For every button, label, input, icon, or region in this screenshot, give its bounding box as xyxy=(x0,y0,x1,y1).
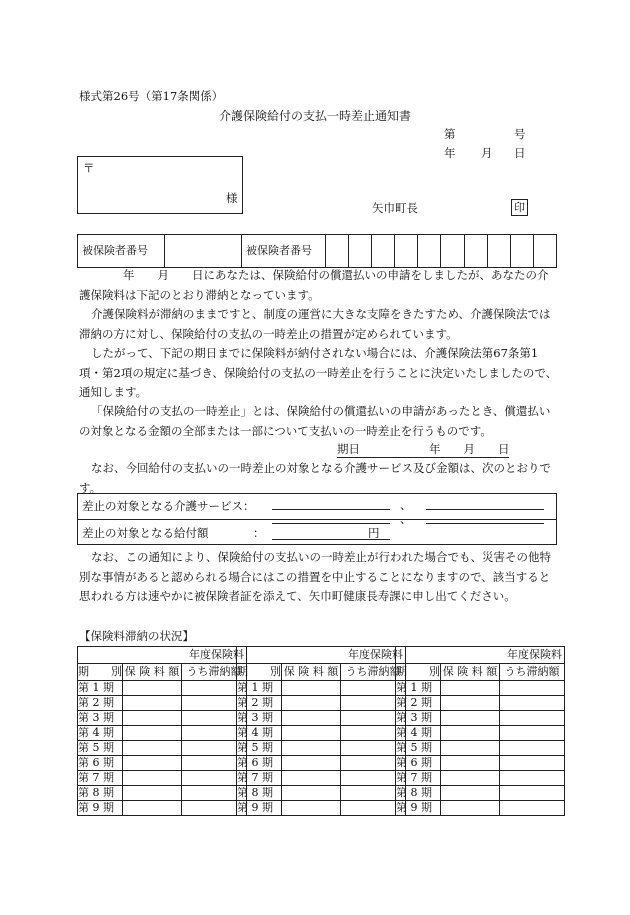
insured-digit-cell xyxy=(326,235,349,268)
overdue-amount-cell xyxy=(500,741,565,756)
issue-month-label: 月 xyxy=(481,146,493,160)
arrears-table xyxy=(77,646,247,816)
insured-digit-cell xyxy=(441,235,464,268)
period-label: 第 6 期 xyxy=(237,756,282,771)
fiscal-year-label: 年度保険料 xyxy=(237,647,406,664)
amount-colon: ： xyxy=(253,526,265,540)
premium-amount-cell xyxy=(123,696,182,711)
insured-number-label-1: 被保険者番号 xyxy=(78,235,165,268)
insured-digit-cell xyxy=(510,235,533,268)
arrears-table xyxy=(236,646,406,816)
col-period-header: 期 別 xyxy=(237,664,282,681)
premium-amount-cell xyxy=(282,741,341,756)
table-row xyxy=(78,786,247,801)
table-row xyxy=(78,681,247,696)
amount-label: 差止の対象となる給付額 xyxy=(82,526,209,540)
service-label: 差止の対象となる介護サービス： xyxy=(82,499,255,513)
insured-digit-cell xyxy=(464,235,487,268)
yen-unit: 円 xyxy=(368,526,380,540)
period-label: 第 9 期 xyxy=(237,801,282,816)
issue-day-label: 日 xyxy=(514,146,526,160)
period-label: 第 9 期 xyxy=(78,801,123,816)
table-row xyxy=(396,681,565,696)
table-row xyxy=(237,786,406,801)
honorific-sama: 様 xyxy=(226,191,238,205)
body-paragraph-1: 年 月 日にあなたは、保険給付の償還払いの申請をしましたが、あなたの介護保険料は下記のとおり滞納となっています。 xyxy=(79,268,549,302)
service-comma-2: 、 xyxy=(400,512,412,526)
period-label: 第 5 期 xyxy=(237,741,282,756)
premium-amount-cell xyxy=(282,786,341,801)
period-label: 第 2 期 xyxy=(237,696,282,711)
premium-amount-cell xyxy=(123,741,182,756)
overdue-amount-cell xyxy=(500,696,565,711)
premium-amount-cell xyxy=(441,801,500,816)
table-row xyxy=(396,741,565,756)
period-label: 第 5 期 xyxy=(78,741,123,756)
period-label: 第 9 期 xyxy=(396,801,441,816)
overdue-amount-cell xyxy=(500,726,565,741)
premium-amount-cell xyxy=(282,756,341,771)
premium-amount-cell xyxy=(123,771,182,786)
body-paragraph-3: したがって、下記の期日までに保険料が納付されない場合には、介護保険法第67条第1項・第2項の規定に基づき、保険給付の支払の一時差止を行うことに決定いたしましたので、通知します。 xyxy=(79,346,558,399)
period-label: 第 4 期 xyxy=(396,726,441,741)
col-overdue-header: うち滞納額 xyxy=(500,664,565,681)
fiscal-year-label: 年度保険料 xyxy=(78,647,247,664)
issue-year-label: 年 xyxy=(444,146,456,160)
premium-amount-cell xyxy=(441,726,500,741)
premium-amount-cell xyxy=(123,756,182,771)
table-row xyxy=(78,696,247,711)
arrears-heading: 【保険料滞納の状況】 xyxy=(79,629,194,643)
body-paragraph-5: なお、今回給付の支払いの一時差止の対象となる介護サービス及び金額は、次のとおりです。 xyxy=(79,461,551,495)
stop-target-box xyxy=(77,493,557,545)
form-number: 様式第26号（第17条関係） xyxy=(79,89,224,103)
insured-digit-cell xyxy=(372,235,395,268)
insured-number-label-2: 被保険者番号 xyxy=(242,235,326,268)
overdue-amount-cell xyxy=(500,711,565,726)
period-label: 第 4 期 xyxy=(237,726,282,741)
table-row xyxy=(396,696,565,711)
period-label: 第 8 期 xyxy=(237,786,282,801)
address-box xyxy=(77,156,243,214)
table-row xyxy=(396,756,565,771)
premium-amount-cell xyxy=(441,771,500,786)
col-overdue-header: うち滞納額 xyxy=(341,664,406,681)
period-label: 第 1 期 xyxy=(78,681,123,696)
period-label: 第 5 期 xyxy=(396,741,441,756)
table-row xyxy=(396,711,565,726)
period-label: 第 7 期 xyxy=(78,771,123,786)
table-row xyxy=(396,786,565,801)
insured-digit-cell xyxy=(349,235,372,268)
premium-amount-cell xyxy=(441,741,500,756)
premium-amount-cell xyxy=(123,681,182,696)
seal-mark: 印 xyxy=(511,199,528,216)
col-amount-header: 保 険 料 額 xyxy=(441,664,500,681)
col-amount-header: 保 険 料 額 xyxy=(123,664,182,681)
table-row xyxy=(78,711,247,726)
premium-amount-cell xyxy=(123,726,182,741)
table-row xyxy=(78,756,247,771)
table-row xyxy=(237,711,406,726)
stop-box-divider xyxy=(78,519,556,520)
document-title: 介護保険給付の支払一時差止通知書 xyxy=(218,109,411,123)
service-blank-1 xyxy=(272,509,390,510)
table-row xyxy=(78,741,247,756)
body-paragraph-6: なお、この通知により、保険給付の支払いの一時差止が行われた場合でも、災害その他特別な事情があると認められる場合にはこの措置を中止することになりますので、該当すると思われる方は速やかに被保険者証を添えて、矢巾町健康長寿課に申し出てください。 xyxy=(79,550,551,603)
table-row xyxy=(78,771,247,786)
premium-amount-cell xyxy=(441,786,500,801)
insured-number-value-1 xyxy=(165,235,242,268)
period-label: 第 3 期 xyxy=(396,711,441,726)
insured-number-table xyxy=(77,234,557,268)
insured-digit-cell xyxy=(487,235,510,268)
table-row xyxy=(396,726,565,741)
period-label: 第 1 期 xyxy=(237,681,282,696)
period-label: 第 3 期 xyxy=(237,711,282,726)
period-label: 第 6 期 xyxy=(78,756,123,771)
service-comma-1: 、 xyxy=(400,498,412,512)
table-row xyxy=(396,801,565,816)
period-label: 第 7 期 xyxy=(237,771,282,786)
arrears-table xyxy=(395,646,565,816)
body-paragraph-4: 「保険給付の支払の一時差止」とは、保険給付の償還払いの申請があったとき、償還払いの対象となる金額の全部または一部について支払いの一時差止を行うものです。 xyxy=(79,404,551,438)
premium-amount-cell xyxy=(441,681,500,696)
period-label: 第 1 期 xyxy=(396,681,441,696)
service-blank-3 xyxy=(272,523,390,524)
premium-amount-cell xyxy=(282,771,341,786)
period-label: 第 4 期 xyxy=(78,726,123,741)
service-blank-4 xyxy=(426,523,544,524)
period-label: 第 3 期 xyxy=(78,711,123,726)
col-period-header: 期 別 xyxy=(78,664,123,681)
insured-digit-cell xyxy=(395,235,418,268)
issuer-name: 矢巾町長 xyxy=(372,201,418,215)
col-period-header: 期 別 xyxy=(396,664,441,681)
table-row xyxy=(78,726,247,741)
period-label: 第 6 期 xyxy=(396,756,441,771)
premium-amount-cell xyxy=(441,756,500,771)
service-blank-2 xyxy=(426,509,544,510)
deadline-line: 期日 年 月 日 xyxy=(337,442,510,456)
table-row xyxy=(78,801,247,816)
table-row xyxy=(237,801,406,816)
period-label: 第 2 期 xyxy=(78,696,123,711)
period-label: 第 8 期 xyxy=(396,786,441,801)
insured-digit-cell xyxy=(533,235,556,268)
table-row xyxy=(396,771,565,786)
premium-amount-cell xyxy=(123,801,182,816)
table-row xyxy=(237,756,406,771)
table-row xyxy=(237,696,406,711)
period-label: 第 7 期 xyxy=(396,771,441,786)
table-row xyxy=(237,771,406,786)
premium-amount-cell xyxy=(441,696,500,711)
premium-amount-cell xyxy=(123,786,182,801)
premium-amount-cell xyxy=(282,801,341,816)
table-row xyxy=(237,681,406,696)
table-row xyxy=(237,726,406,741)
premium-amount-cell xyxy=(282,711,341,726)
overdue-amount-cell xyxy=(500,786,565,801)
table-row xyxy=(237,741,406,756)
overdue-amount-cell xyxy=(500,771,565,786)
col-amount-header: 保 険 料 額 xyxy=(282,664,341,681)
premium-amount-cell xyxy=(282,681,341,696)
doc-number-prefix: 第 xyxy=(444,127,456,141)
premium-amount-cell xyxy=(441,711,500,726)
premium-amount-cell xyxy=(282,696,341,711)
body-paragraph-2: 介護保険料が滞納のままですと、制度の運営に大きな支障をきたすため、介護保険法では滞納の方に対し、保険給付の支払の一時差止の措置が定められています。 xyxy=(79,307,551,341)
period-label: 第 2 期 xyxy=(396,696,441,711)
col-overdue-header: うち滞納額 xyxy=(182,664,247,681)
overdue-amount-cell xyxy=(500,756,565,771)
insured-digit-cell xyxy=(418,235,441,268)
doc-number-suffix: 号 xyxy=(514,127,526,141)
period-label: 第 8 期 xyxy=(78,786,123,801)
premium-amount-cell xyxy=(282,726,341,741)
overdue-amount-cell xyxy=(500,681,565,696)
postal-mark: 〒 xyxy=(83,161,95,175)
overdue-amount-cell xyxy=(500,801,565,816)
fiscal-year-label: 年度保険料 xyxy=(396,647,565,664)
premium-amount-cell xyxy=(123,711,182,726)
